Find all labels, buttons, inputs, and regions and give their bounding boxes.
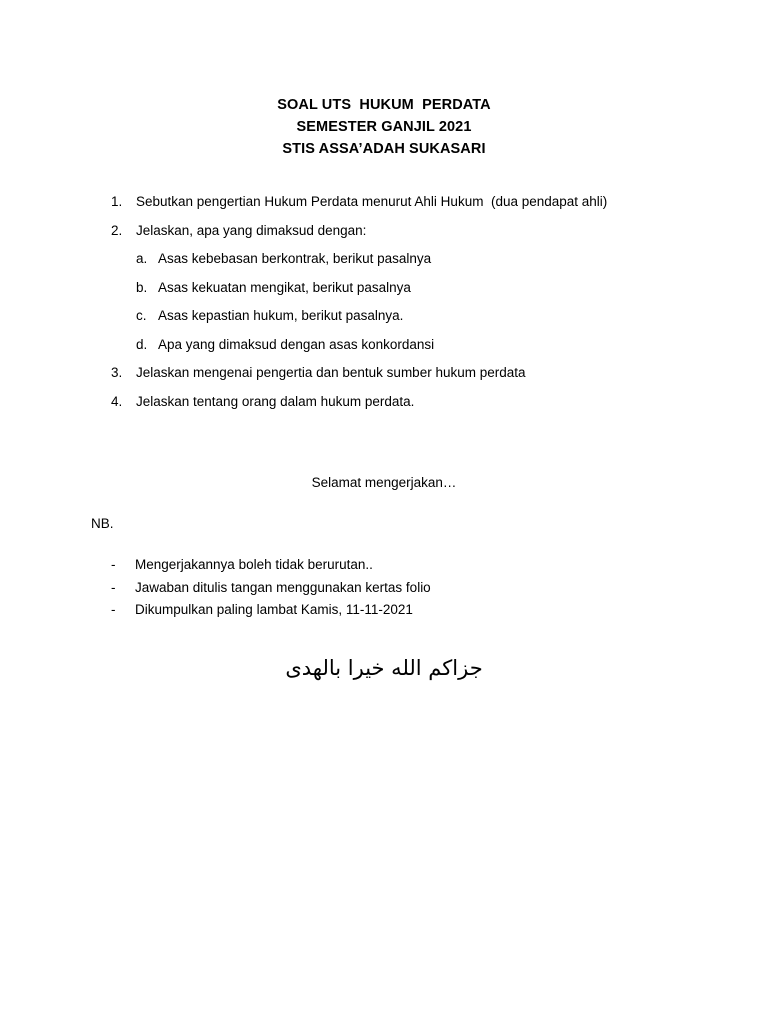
closing-remark: Selamat mengerjakan…: [311, 475, 457, 490]
question-2d: [111, 336, 731, 365]
sub-question-letter: d.: [136, 336, 148, 352]
question-text: Jelaskan mengenai pengertia dan bentuk sumber hukum perdata: [136, 365, 526, 380]
note-bullet: -: [111, 579, 116, 595]
question-4: [111, 393, 731, 422]
note-bullet: -: [111, 602, 116, 617]
question-2c: [111, 307, 731, 336]
question-number: 3.: [111, 365, 123, 380]
sub-question-letter: c.: [136, 308, 147, 323]
exam-title: SOAL UTS HUKUM PERDATA: [277, 97, 491, 113]
semester-title: SEMESTER GANJIL 2021: [296, 119, 472, 135]
note-bullet: -: [111, 557, 116, 572]
arabic-blessing: جزاكم الله خيرا بالهدى: [285, 656, 483, 680]
note-text: Dikumpulkan paling lambat Kamis, 11-11-2021: [135, 602, 413, 617]
notes-list: [111, 556, 711, 624]
question-number: 1.: [111, 194, 123, 209]
sub-question-text: Asas kepastian hukum, berikut pasalnya.: [158, 308, 404, 323]
question-2b: [111, 279, 731, 308]
sub-question-text: Apa yang dimaksud dengan asas konkordansi: [158, 336, 435, 352]
question-1: [111, 193, 731, 222]
note-item: [111, 601, 711, 624]
note-item: [111, 579, 711, 602]
sub-question-text: Asas kebebasan berkontrak, berikut pasalnya: [158, 251, 432, 266]
note-text: Jawaban ditulis tangan menggunakan kertas folio: [135, 579, 431, 595]
institution-title: STIS ASSA’ADAH SUKASARI: [282, 141, 486, 157]
sub-question-text: Asas kekuatan mengikat, berikut pasalnya: [158, 279, 411, 295]
question-number: 4.: [111, 393, 123, 409]
sub-question-letter: a.: [136, 251, 148, 266]
question-3: [111, 364, 731, 393]
question-2a: [111, 250, 731, 279]
sub-question-letter: b.: [136, 279, 148, 295]
question-text: Jelaskan, apa yang dimaksud dengan:: [136, 222, 367, 238]
question-text: Sebutkan pengertian Hukum Perdata menurut Ahli Hukum (dua pendapat ahli): [136, 194, 608, 209]
nb-label: NB.: [91, 516, 114, 531]
note-item: [111, 556, 711, 579]
question-number: 2.: [111, 222, 123, 238]
question-text: Jelaskan tentang orang dalam hukum perdata.: [136, 393, 415, 409]
note-text: Mengerjakannya boleh tidak berurutan..: [135, 557, 373, 572]
question-2: [111, 222, 731, 251]
question-list: [111, 193, 731, 421]
document-header: [0, 94, 768, 160]
